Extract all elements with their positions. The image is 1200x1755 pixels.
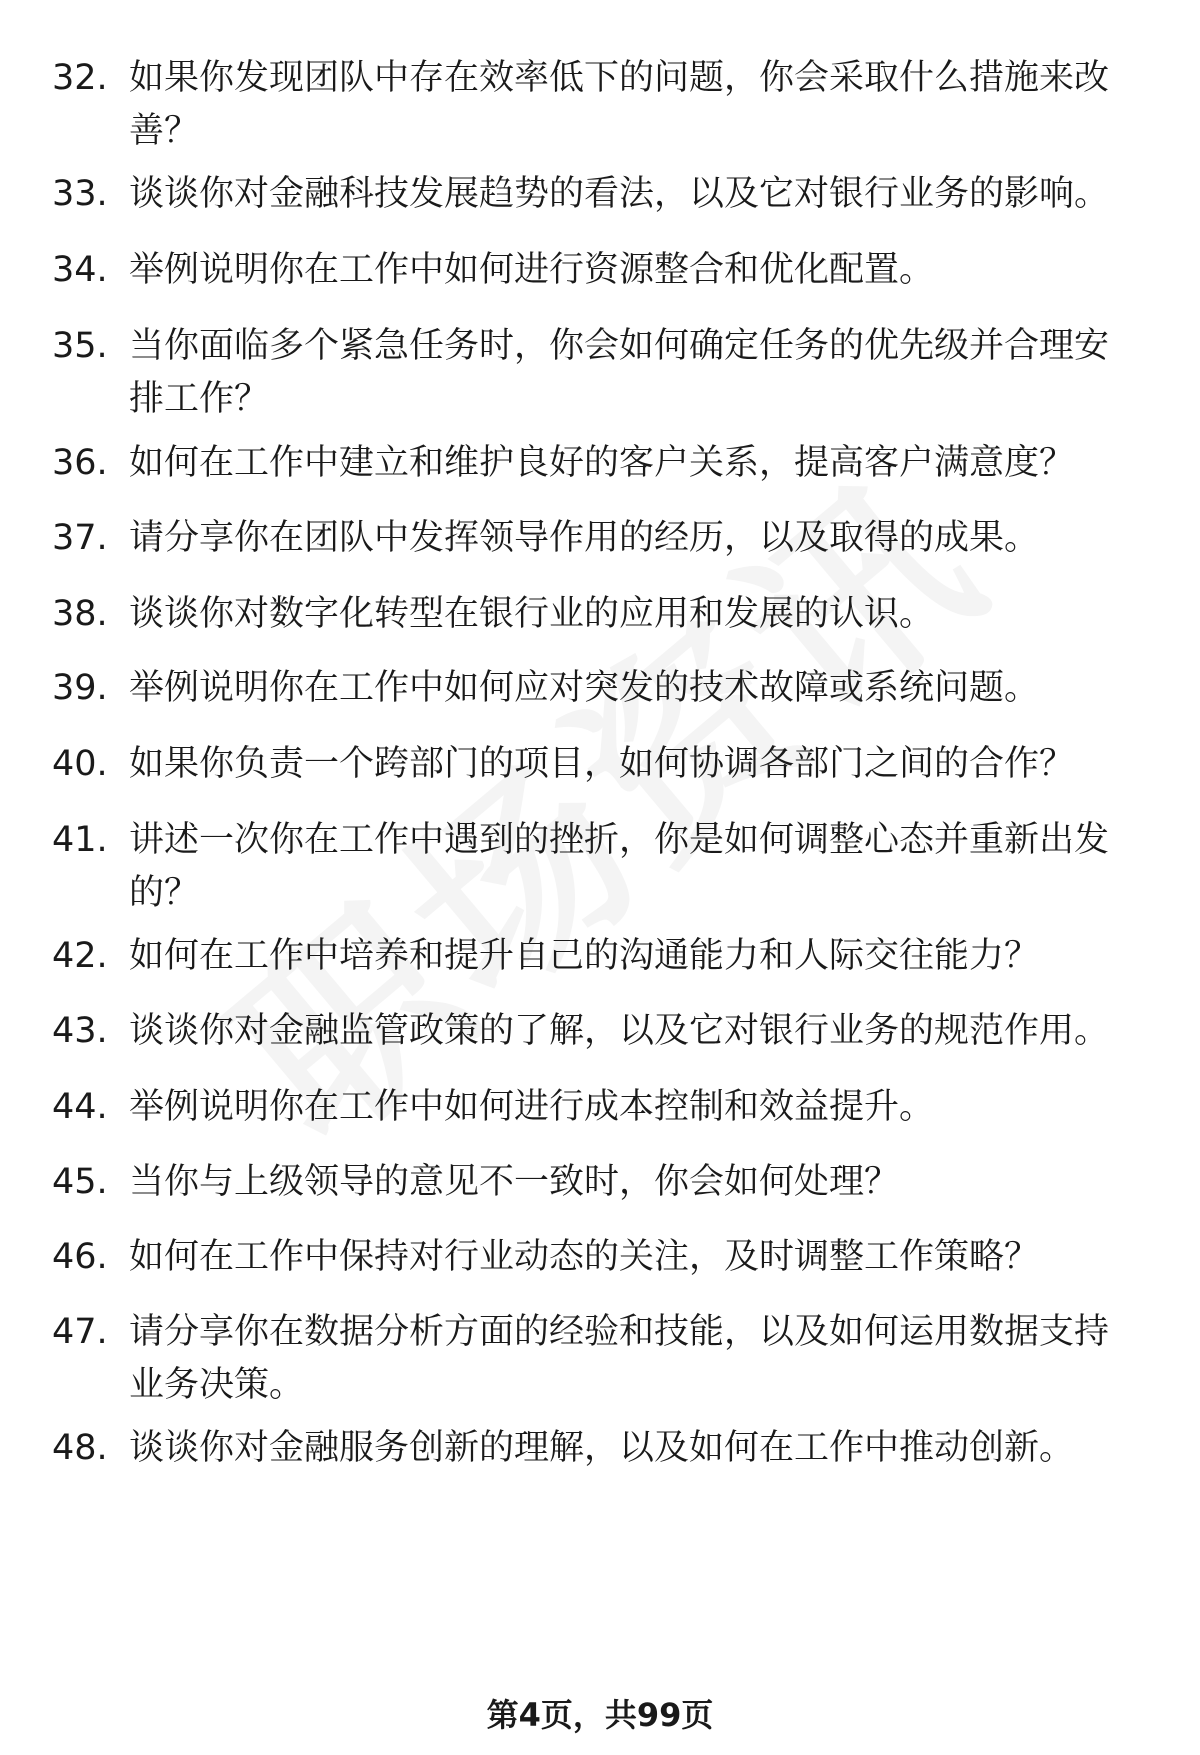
question-number: 34. xyxy=(52,250,108,290)
question-number: 42. xyxy=(52,936,108,976)
question-number: 38. xyxy=(52,594,108,634)
question-text: 当你面临多个紧急任务时，你会如何确定任务的优先级并合理安 排工作？ xyxy=(129,326,1110,419)
question-number: 32. xyxy=(52,58,108,98)
question-text: 如何在工作中培养和提升自己的沟通能力和人际交往能力？ xyxy=(129,936,1040,976)
question-number: 48. xyxy=(52,1428,108,1468)
question-text: 举例说明你在工作中如何进行成本控制和效益提升。 xyxy=(129,1087,935,1127)
question-text: 如何在工作中保持对行业动态的关注，及时调整工作策略？ xyxy=(129,1237,1040,1277)
question-number: 47. xyxy=(52,1312,108,1352)
question-text: 谈谈你对数字化转型在银行业的应用和发展的认识。 xyxy=(129,594,935,634)
page-footer: 第4页，共99页 xyxy=(486,1696,714,1734)
question-text: 当你与上级领导的意见不一致时，你会如何处理？ xyxy=(129,1162,900,1202)
question-text: 如果你负责一个跨部门的项目，如何协调各部门之间的合作？ xyxy=(129,744,1075,784)
question-number: 45. xyxy=(52,1162,108,1202)
question-text: 举例说明你在工作中如何进行资源整合和优化配置。 xyxy=(129,250,935,290)
question-number: 41. xyxy=(52,820,108,860)
question-number: 37. xyxy=(52,518,108,558)
question-text: 如果你发现团队中存在效率低下的问题，你会采取什么措施来改 善？ xyxy=(129,58,1110,151)
question-number: 36. xyxy=(52,443,108,483)
question-number: 44. xyxy=(52,1087,108,1127)
question-text: 举例说明你在工作中如何应对突发的技术故障或系统问题。 xyxy=(129,668,1040,708)
question-number: 40. xyxy=(52,744,108,784)
question-text: 请分享你在团队中发挥领导作用的经历，以及取得的成果。 xyxy=(129,518,1040,558)
question-text: 谈谈你对金融服务创新的理解，以及如何在工作中推动创新。 xyxy=(129,1428,1075,1468)
question-number: 43. xyxy=(52,1011,108,1051)
question-text: 请分享你在数据分析方面的经验和技能，以及如何运用数据支持 业务决策。 xyxy=(129,1312,1110,1405)
question-text: 谈谈你对金融监管政策的了解，以及它对银行业务的规范作用。 xyxy=(129,1011,1110,1051)
question-number: 46. xyxy=(52,1237,108,1277)
question-number: 35. xyxy=(52,326,108,366)
question-text: 讲述一次你在工作中遇到的挫折，你是如何调整心态并重新出发 的？ xyxy=(129,820,1110,913)
question-number: 39. xyxy=(52,668,108,708)
question-text: 谈谈你对金融科技发展趋势的看法，以及它对银行业务的影响。 xyxy=(129,174,1110,214)
question-number: 33. xyxy=(52,174,108,214)
question-text: 如何在工作中建立和维护良好的客户关系，提高客户满意度？ xyxy=(129,443,1075,483)
